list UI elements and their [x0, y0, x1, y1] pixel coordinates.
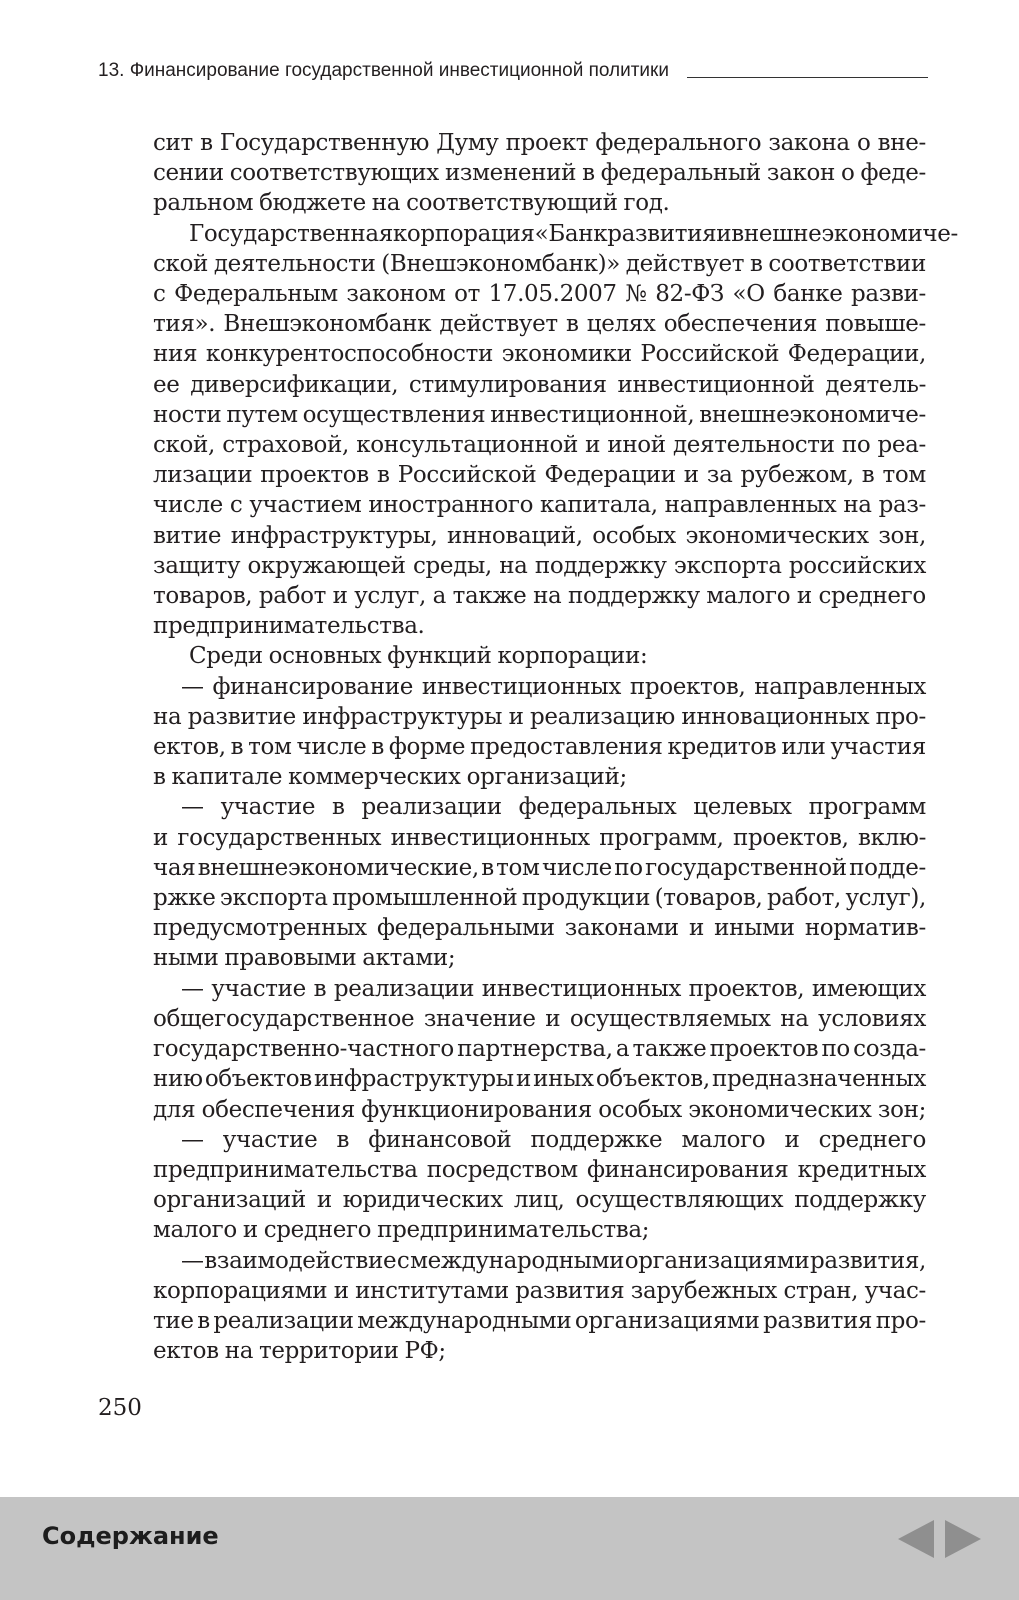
running-title: 13. Финансирование государственной инвестиционной политики [98, 60, 669, 81]
body-text [153, 128, 958, 1366]
page-number: 250 [98, 1395, 142, 1421]
text-line: государственно-частного партнерства, а также проектов по созда- [153, 1036, 926, 1063]
text-line: корпорациями и институтами развития зарубежных стран, учас- [153, 1277, 926, 1304]
text-line: — участие в реализации инвестиционных проектов, имеющих [181, 975, 926, 1002]
table-of-contents-link[interactable]: Содержание [42, 1522, 219, 1550]
triangle-left-icon [896, 1517, 936, 1561]
text-line: товаров, работ и услуг, а также на поддержку малого и среднего [153, 583, 926, 610]
text-line: — участие в реализации федеральных целевых программ [181, 794, 926, 821]
text-line: ской, страховой, консультационной и иной деятельности по реа- [153, 432, 926, 459]
triangle-right-icon [943, 1517, 983, 1561]
text-line: для обеспечения функционирования особых экономических зон; [153, 1096, 926, 1123]
text-line: защиту окружающей среды, на поддержку экспорта российских [153, 552, 926, 579]
text-line: предпринимательства посредством финансирования кредитных [153, 1156, 926, 1183]
text-line: предпринимательства. [153, 613, 425, 640]
text-line: ния конкурентоспособности экономики Российской Федерации, [153, 341, 926, 368]
text-line: и государственных инвестиционных программ, проектов, вклю- [153, 824, 926, 851]
text-line: нию объектов инфраструктуры и иных объектов, предназначенных [153, 1066, 926, 1093]
previous-page-button[interactable] [896, 1517, 936, 1561]
text-line: — взаимодействие с международными организациями развития, [181, 1247, 926, 1274]
text-line: сении соответствующих изменений в федеральный закон о феде- [153, 160, 926, 187]
next-page-button[interactable] [943, 1517, 983, 1561]
text-line: сит в Государственную Думу проект федерального закона о вне- [153, 130, 926, 156]
text-line: лизации проектов в Российской Федерации и за рубежом, в том [153, 462, 926, 489]
text-line: ности путем осуществления инвестиционной, внешнеэкономиче- [153, 401, 926, 428]
text-line: ектов, в том числе в форме предоставления кредитов или участия [153, 734, 926, 761]
text-line: — участие в финансовой поддержке малого и среднего [181, 1126, 926, 1153]
text-line: малого и среднего предпринимательства; [153, 1217, 650, 1244]
text-line: на развитие инфраструктуры и реализацию инновационных про- [153, 703, 926, 730]
text-line: с Федеральным законом от 17.05.2007 № 82-ФЗ «О банке разви- [153, 281, 926, 308]
text-line: ральном бюджете на соответствующий год. [153, 190, 670, 217]
text-line: числе с участием иностранного капитала, направленных на раз- [153, 492, 926, 519]
text-line: общегосударственное значение и осуществляемых на условиях [153, 1005, 926, 1032]
text-line: Государственная корпорация «Банк развития и внешнеэкономиче- [189, 220, 958, 247]
text-line: ными правовыми актами; [153, 945, 456, 972]
text-line: чая внешнеэкономические, в том числе по государственной подде- [153, 854, 926, 881]
text-line: ектов на территории РФ; [153, 1338, 446, 1365]
text-line: ской деятельности (Внешэкономбанк)» действует в соответствии [153, 250, 926, 277]
text-line: в капитале коммерческих организаций; [153, 764, 627, 791]
text-line: предусмотренных федеральными законами и иными норматив- [153, 915, 926, 942]
text-line: ее диверсификации, стимулирования инвестиционной деятель- [153, 371, 926, 398]
text-line: — финансирование инвестиционных проектов, направленных [181, 673, 926, 700]
running-header [98, 60, 928, 82]
text-line: тия». Внешэкономбанк действует в целях обеспечения повыше- [153, 311, 926, 338]
header-rule [687, 77, 928, 78]
text-line: ржке экспорта промышленной продукции (товаров, работ, услуг), [153, 885, 926, 912]
text-line: организаций и юридических лиц, осуществляющих поддержку [153, 1187, 926, 1214]
text-line: Среди основных функций корпорации: [189, 643, 648, 670]
text-line: витие инфраструктуры, инноваций, особых экономических зон, [153, 522, 926, 549]
text-line: тие в реализации международными организациями развития про- [153, 1307, 926, 1334]
